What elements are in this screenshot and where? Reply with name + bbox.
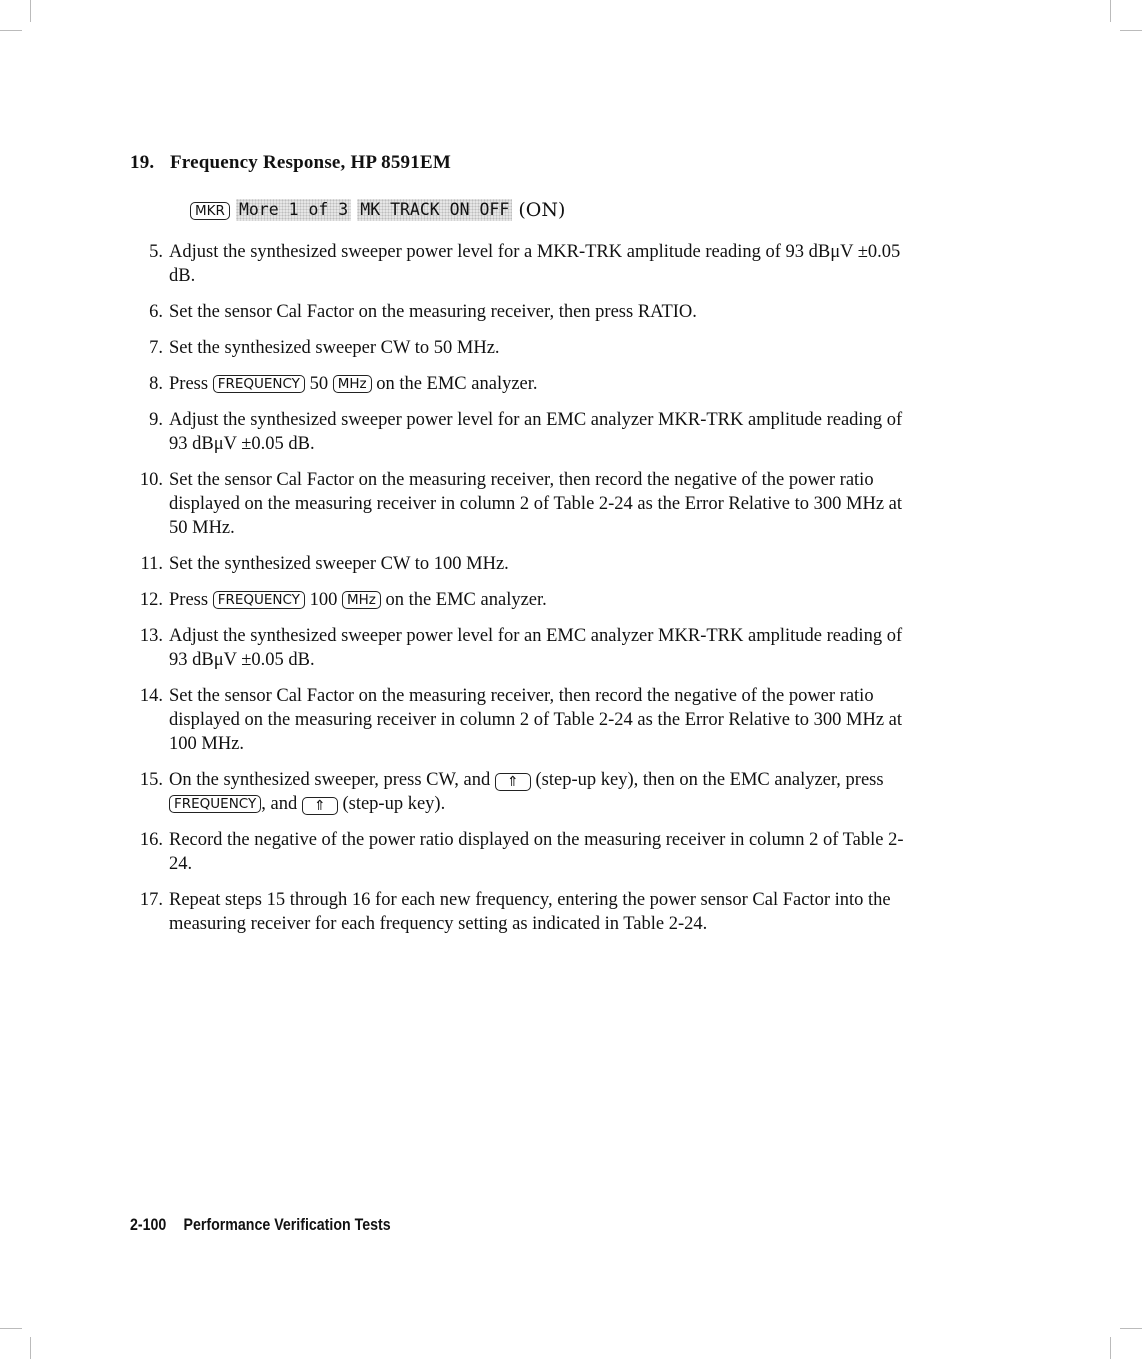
step-11: 11. Set the synthesized sweeper CW to 100 MHz. [140,554,509,574]
section-heading [130,152,451,174]
crop-mark [0,1328,22,1329]
crop-mark [1110,1337,1111,1359]
step-17: 17. Repeat steps 15 through 16 for each new frequency, entering the power sensor Cal Factor into the measuring receiver for each frequency setting as indicated in Table 2-24. [139,890,891,934]
section-title: Performance Verification Tests [183,1216,391,1234]
step-10: 10. Set the sensor Cal Factor on the measuring receiver, then record the negative of the power ratio displayed on the measuring receiver in column 2 of Table 2-24 as the Error Relative to 300 MHz at 50 MHz. [139,470,903,538]
softkey-suffix: (ON) [518,199,566,221]
step-9: 9. Adjust the synthesized sweeper power level for an EMC analyzer MKR-TRK amplitude reading of 93 dBμV ±0.05 dB. [149,410,903,454]
crop-mark [1110,0,1111,22]
step-5: 5. Adjust the synthesized sweeper power level for a MKR-TRK amplitude reading of 93 dBμV ±0.05 dB. [149,242,901,286]
heading-number: 19. [130,152,155,173]
step-6: 6. Set the sensor Cal Factor on the measuring receiver, then press RATIO. [149,302,697,322]
crop-mark [1120,30,1142,31]
step-14: 14. Set the sensor Cal Factor on the measuring receiver, then record the negative of the power ratio displayed on the measuring receiver in column 2 of Table 2-24 as the Error Relative to 300 MHz at 100 MHz. [139,686,903,754]
heading-title: Frequency Response, HP 8591EM [170,152,451,173]
crop-mark [30,1337,31,1359]
mhz-key: MHz [342,591,381,609]
softkey-sequence [190,198,565,222]
page-number: 2-100 [130,1216,167,1234]
step-up-key-icon: ⇑ [495,773,531,791]
step-13: 13. Adjust the synthesized sweeper power level for an EMC analyzer MKR-TRK amplitude reading of 93 dBμV ±0.05 dB. [139,626,903,670]
step-15: 15. On the synthesized sweeper, press CW, and ⇑ (step-up key), then on the EMC analyzer, press FREQUENCY , and ⇑ (step-up key). [139,770,884,814]
crop-mark [0,30,22,31]
frequency-key: FREQUENCY [169,795,261,813]
step-8: 8. Press FREQUENCY 50 MHz on the EMC analyzer. [149,374,538,394]
step-7: 7. Set the synthesized sweeper CW to 50 MHz. [149,338,500,358]
procedure-steps [130,240,910,948]
mhz-key: MHz [333,375,372,393]
step-up-key-icon: ⇑ [302,797,338,815]
crop-mark [30,0,31,22]
crop-mark [1120,1328,1142,1329]
softkey-mk-track: MK TRACK ON OFF [357,199,512,221]
softkey-more: More 1 of 3 [236,199,351,221]
page-footer [130,1216,391,1235]
mkr-key: MKR [190,202,230,220]
frequency-key: FREQUENCY [213,375,305,393]
step-16: 16. Record the negative of the power ratio displayed on the measuring receiver in column 2 of Table 2-24. [139,830,904,874]
step-12: 12. Press FREQUENCY 100 MHz on the EMC analyzer. [139,590,547,610]
frequency-key: FREQUENCY [213,591,305,609]
